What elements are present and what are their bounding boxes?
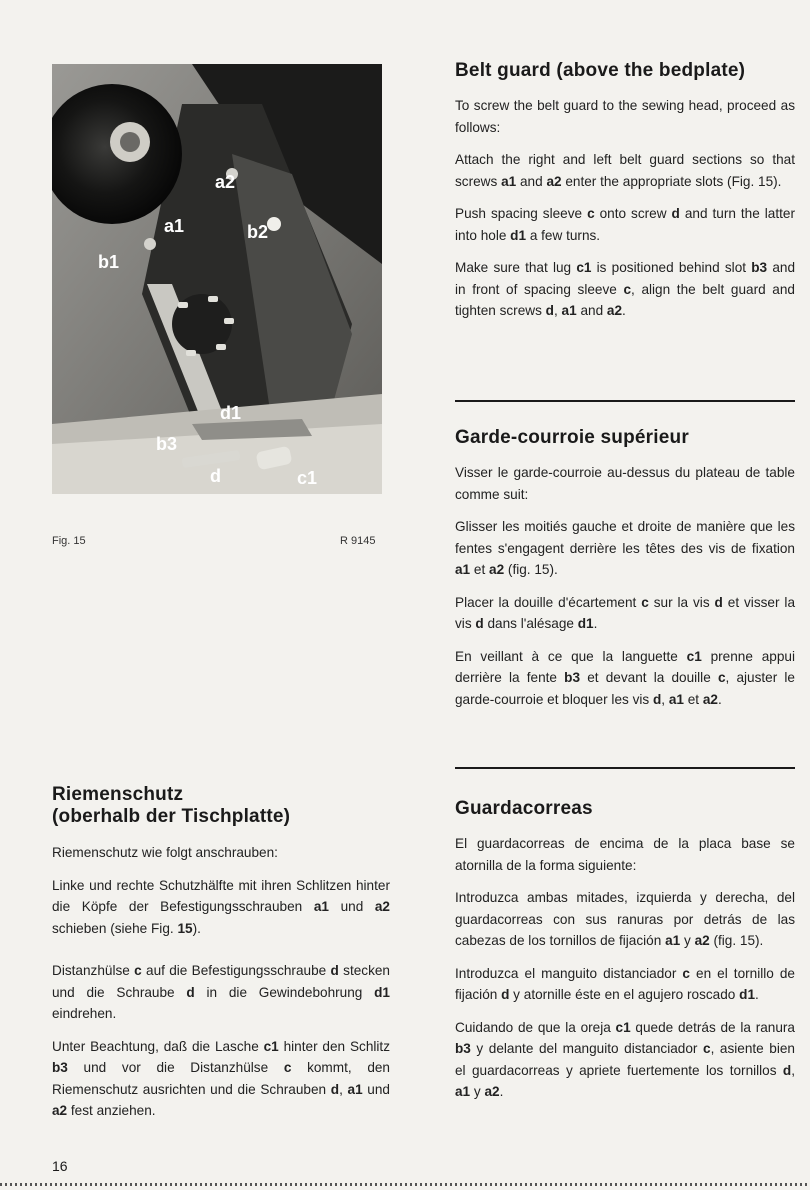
page-number: 16 xyxy=(52,1158,68,1174)
french-p3: Placer la douille d'écartement c sur la vis d et visser la vis d dans l'alésage d1. xyxy=(455,594,795,631)
spanish-p2: Introduzca ambas mitades, izquierda y derecha, del guardacorreas con sus ranuras por detrás de las cabezas de los tornillos de fijación a1 y a2 (fig. 15). xyxy=(455,890,795,948)
french-p1: Visser le garde-courroie au-dessus du plateau de table comme suit: xyxy=(455,465,795,502)
german-p2: Linke und rechte Schutzhälfte mit ihren Schlitzen hinter die Köpfe der Befestigungsschrauben a1 und a2 schieben (siehe Fig. 15). xyxy=(52,877,390,936)
label-a1: a1 xyxy=(164,216,185,236)
figure-ref: R 9145 xyxy=(340,535,376,547)
spanish-p4: Cuidando de que la oreja c1 quede detrás de la ranura b3 y delante del manguito distanciador c, asiente bien el guardacorreas y apriete fuertemente los tornillos d, a1 y a2. xyxy=(455,1019,795,1099)
figure-15-photo xyxy=(52,64,382,494)
english-p3: Push spacing sleeve c onto screw d and turn the latter into hole d1 a few turns. xyxy=(455,206,795,243)
english-section xyxy=(455,60,795,322)
figure-caption: Fig. 15 xyxy=(52,535,86,547)
label-c1: c1 xyxy=(297,468,318,488)
label-d: d xyxy=(210,466,221,486)
french-title: Garde-courroie supérieur xyxy=(455,427,689,448)
french-section xyxy=(455,427,795,710)
divider-1 xyxy=(455,400,795,402)
german-p3: Distanzhülse c auf die Befestigungsschraube d stecken und die Schraube d in die Gewindebohrung d1 eindrehen. xyxy=(52,963,390,1021)
label-b1: b1 xyxy=(98,252,120,272)
label-a2: a2 xyxy=(215,172,236,192)
french-p2: Glisser les moitiés gauche et droite de manière que les fentes s'engagent derrière les têtes des vis de fixation a1 et a2 (fig. 15). xyxy=(455,519,795,577)
french-p4: En veillant à ce que la languette c1 prenne appui derrière la fente b3 et devant la douille c, ajuster le garde-courroie et bloquer les vis d, a1 et a2. xyxy=(455,648,795,707)
label-b2: b2 xyxy=(247,222,269,242)
german-section xyxy=(52,784,390,1122)
german-p1: Riemenschutz wie folgt anschrauben: xyxy=(52,845,278,860)
page-edge xyxy=(0,1183,810,1186)
english-title: Belt guard (above the bedplate) xyxy=(455,60,746,81)
spanish-p3: Introduzca el manguito distanciador c en el tornillo de fijación d y atornille éste en el agujero roscado d1. xyxy=(455,965,795,1002)
spanish-p1: El guardacorreas de encima de la placa base se atornilla de la forma siguiente: xyxy=(455,836,795,873)
divider-2 xyxy=(455,767,795,769)
english-p1: To screw the belt guard to the sewing head, proceed as follows: xyxy=(455,98,795,135)
label-d1: d1 xyxy=(220,403,242,423)
spanish-section xyxy=(455,798,795,1103)
german-title-line2: (oberhalb der Tischplatte) xyxy=(52,806,291,827)
label-b3: b3 xyxy=(156,434,178,454)
german-title-line1: Riemenschutz xyxy=(52,784,184,805)
german-p4: Unter Beachtung, daß die Lasche c1 hinter den Schlitz b3 und vor die Distanzhülse c kommt, den Riemenschutz ausrichten und die Schrauben d, a1 und a2 fest anziehen. xyxy=(52,1038,390,1118)
spanish-title: Guardacorreas xyxy=(455,798,593,819)
english-p2: Attach the right and left belt guard sections so that screws a1 and a2 enter the appropriate slots (Fig. 15). xyxy=(455,152,795,189)
english-p4: Make sure that lug c1 is positioned behind slot b3 and in front of spacing sleeve c, align the belt guard and tighten screws d, a1 and a2. xyxy=(455,260,796,318)
